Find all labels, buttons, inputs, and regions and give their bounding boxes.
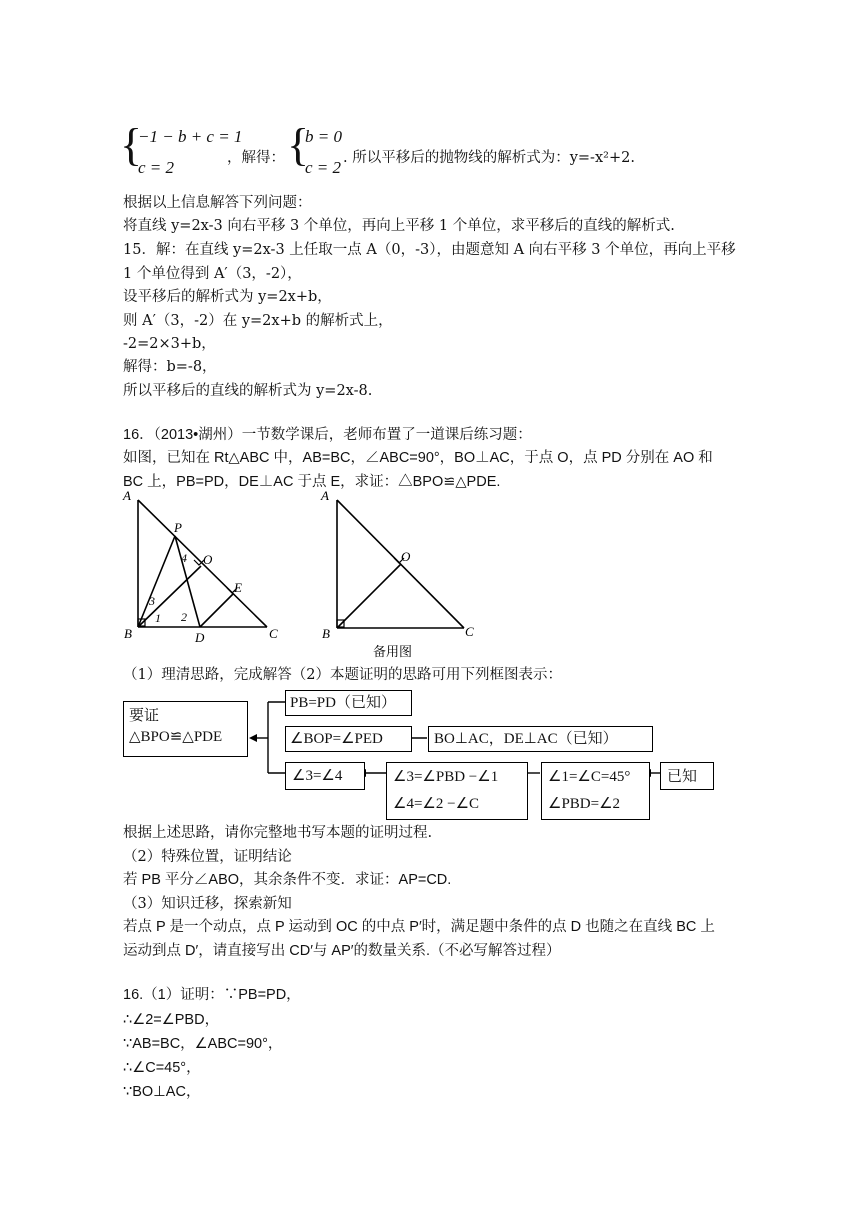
text-line: 根据以上信息解答下列问题： (123, 195, 312, 211)
angle-2: 2 (181, 610, 187, 624)
text-line: 设平移后的解析式为 y=2x+b， (123, 289, 332, 305)
part1-intro: （1）理清思路，完成解答（2）本题证明的思路可用下列框图表示： (123, 667, 562, 683)
figure-main (115, 490, 285, 650)
system1-eq1: −1 − b + c = 1 (138, 127, 243, 146)
text-line: -2=2×3+b， (123, 336, 216, 352)
label-c: C (269, 626, 278, 641)
flow-text: BO⊥AC，DE⊥AC（已知） (434, 731, 618, 747)
text-line: （3）知识迁移，探索新知 (123, 896, 292, 912)
label-o: O (401, 549, 411, 564)
problem-line: BC 上，PB=PD，DE⊥AC 于点 E，求证：△BPO≌△PDE. (123, 474, 501, 490)
problem-line: 16．（2013•湖州）一节数学课后，老师布置了一道课后练习题： (123, 427, 532, 443)
text-line: 运动到点 D′，请直接写出 CD′与 AP′的数量关系.（不必写解答过程） (123, 943, 561, 959)
text-line: 解得：b=-8， (123, 359, 217, 375)
label-p: P (174, 520, 182, 535)
flow-box-angle-bop (285, 726, 412, 752)
flow-box-angle34 (285, 762, 365, 790)
label-c: C (465, 624, 474, 639)
text-line: 则 A′（3，-2）在 y=2x+b 的解析式上， (123, 313, 393, 329)
system2-eq1: b = 0 (305, 127, 342, 146)
flow-text: PB=PD（已知） (290, 695, 396, 711)
flow-box-known (660, 762, 714, 790)
label-d: D (195, 630, 205, 645)
angle-3: 3 (149, 594, 155, 608)
system-separator: ，解得： (227, 150, 285, 166)
flow-text: ∠4=∠2 −∠C (393, 796, 480, 812)
label-o: O (203, 552, 213, 567)
text-line: 将直线 y=2x-3 向右平移 3 个单位，再向上平移 1 个单位，求平移后的直线的解析式. (123, 218, 675, 234)
flow-box-pb-pd (285, 690, 412, 716)
figure-caption: 备用图 (373, 645, 413, 660)
label-a: A (321, 490, 329, 503)
figure-backup (315, 490, 485, 665)
text-line: 1 个单位得到 A′（3，-2）， (123, 266, 302, 282)
solution-line: ∵BO⊥AC， (123, 1084, 201, 1100)
left-brace: { (120, 119, 143, 170)
label-e: E (234, 580, 242, 595)
text-line: 若点 P 是一个动点，点 P 运动到 OC 的中点 P′时，满足题中条件的点 D 也随之在直线 BC 上 (123, 919, 715, 935)
system2-tail: . 所以平移后的抛物线的解析式为：y=-x²+2. (343, 150, 635, 166)
system1-eq2: c = 2 (138, 158, 175, 177)
text-line: 若 PB 平分∠ABO，其余条件不变．求证：AP=CD. (123, 872, 452, 888)
text-line: 根据上述思路，请你完整地书写本题的证明过程. (123, 825, 433, 841)
solution-line: ∴∠2=∠PBD， (123, 1012, 220, 1028)
flow-text: ∠3=∠4 (292, 768, 343, 784)
angle-1: 1 (155, 611, 161, 625)
text-line: 15．解：在直线 y=2x-3 上任取一点 A（0，-3），由题意知 A 向右平移 3 个单位，再向上平移 (123, 242, 736, 258)
label-b: B (124, 626, 132, 641)
flow-text: ∠PBD=∠2 (548, 796, 621, 812)
solution-line: ∵AB=BC，∠ABC=90°， (123, 1036, 283, 1052)
label-b: B (322, 626, 330, 641)
angle-4: 4 (181, 551, 187, 565)
solution-line: 16.（1）证明：∵PB=PD， (123, 987, 301, 1003)
flow-text: ∠BOP=∠PED (290, 731, 383, 747)
text-line: 所以平移后的直线的解析式为 y=2x-8. (123, 383, 373, 399)
flow-box-perpendicular (428, 726, 653, 752)
goal-box (123, 701, 248, 757)
system2-eq2: c = 2 (305, 158, 342, 177)
label-a: A (123, 490, 131, 503)
flow-box-angle-relations (386, 762, 528, 820)
solution-line: ∴∠C=45°， (123, 1060, 201, 1076)
goal-statement: △BPO≌△PDE (129, 729, 223, 745)
flow-text: 已知 (667, 767, 698, 785)
goal-title: 要证 (129, 706, 160, 724)
flow-box-45deg (541, 762, 650, 820)
right-brace: { (287, 119, 310, 170)
flow-text: ∠3=∠PBD −∠1 (393, 769, 499, 785)
problem-line: 如图，已知在 Rt△ABC 中，AB=BC，∠ABC=90°，BO⊥AC，于点 O，点 PD 分别在 AO 和 (123, 450, 713, 466)
flow-text: ∠1=∠C=45° (548, 769, 631, 785)
text-line: （2）特殊位置，证明结论 (123, 849, 292, 865)
